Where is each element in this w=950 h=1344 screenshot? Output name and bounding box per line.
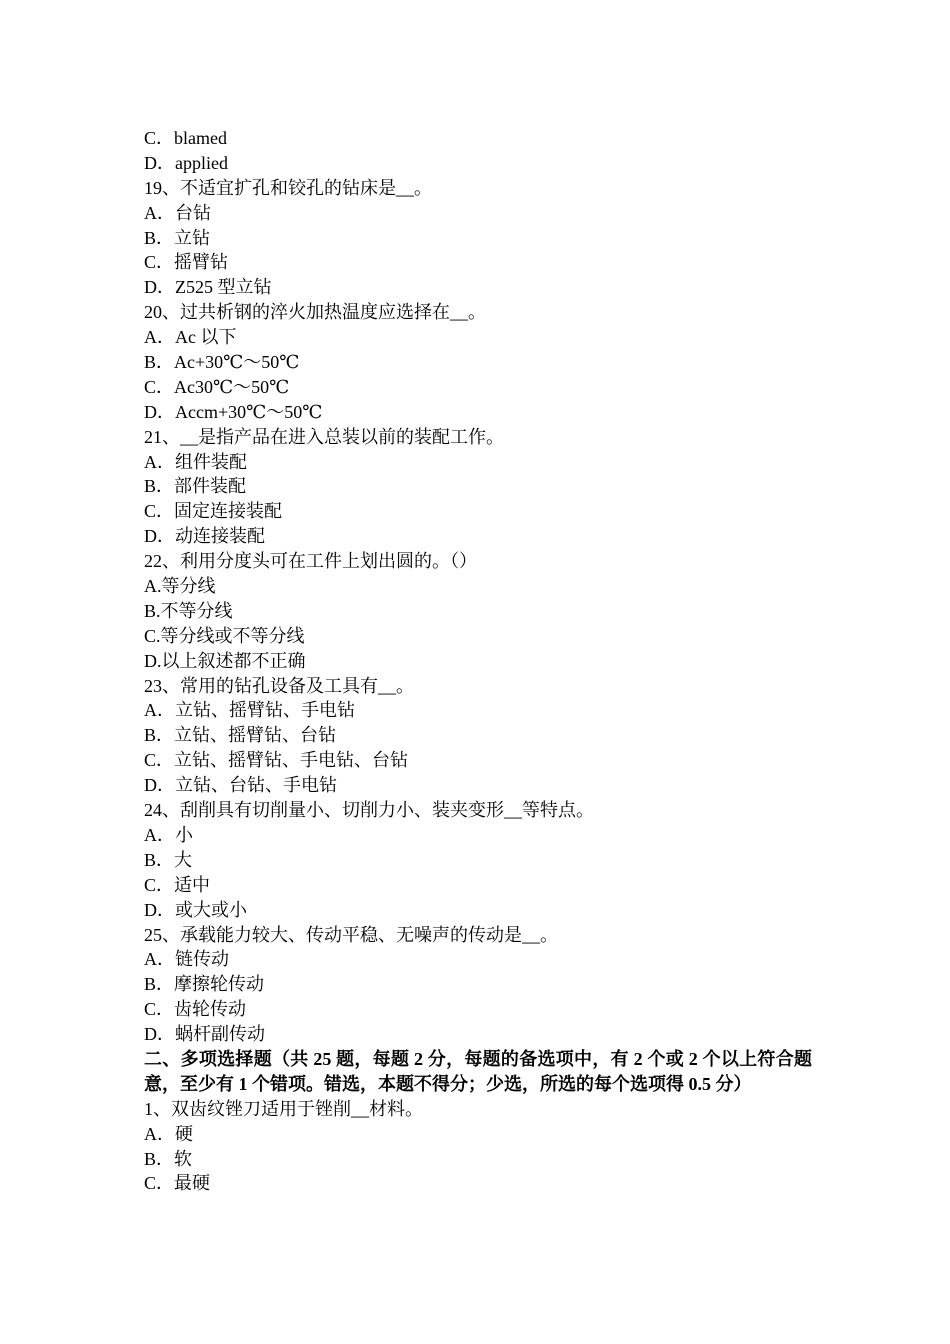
answer-option: A．Ac 以下 — [144, 327, 237, 348]
answer-option: D．Accm+30℃～50℃ — [144, 401, 323, 422]
answer-option: C．摇臂钻 — [144, 252, 229, 273]
answer-option: D．或大或小 — [144, 899, 247, 920]
question-text: 21、__是指产品在进入总装以前的装配工作。 — [144, 426, 504, 447]
answer-option: C．Ac30℃～50℃ — [144, 376, 290, 397]
answer-option: B．软 — [144, 1148, 193, 1169]
answer-option: C．立钻、摇臂钻、手电钻、台钻 — [144, 750, 409, 771]
answer-option: A.等分线 — [144, 576, 216, 597]
page-content — [144, 126, 812, 1196]
question-text: 23、常用的钻孔设备及工具有__。 — [144, 675, 414, 696]
answer-option: D．立钻、台钻、手电钻 — [144, 775, 337, 796]
answer-option: C．固定连接装配 — [144, 501, 283, 522]
answer-option: B．Ac+30℃～50℃ — [144, 352, 300, 373]
question-text: 22、利用分度头可在工件上划出圆的。（） — [144, 551, 477, 572]
question-text: 24、刮削具有切削量小、切削力小、装夹变形__等特点。 — [144, 800, 594, 821]
answer-option: C．blamed — [144, 128, 227, 148]
answer-option: B．大 — [144, 849, 193, 870]
answer-option: D．动连接装配 — [144, 526, 265, 547]
answer-option: C．齿轮传动 — [144, 999, 247, 1020]
question-text: 25、承载能力较大、传动平稳、无噪声的传动是__。 — [144, 924, 558, 945]
answer-option: A．台钻 — [144, 202, 211, 223]
question-text: 19、不适宜扩孔和铰孔的钻床是__。 — [144, 177, 432, 198]
question-text: 20、过共析钢的淬火加热温度应选择在__。 — [144, 302, 486, 323]
answer-option: A．立钻、摇臂钻、手电钻 — [144, 700, 355, 721]
question-block-single-choice — [144, 126, 812, 1047]
answer-option: B．立钻 — [144, 227, 211, 248]
answer-option: C．适中 — [144, 874, 211, 895]
answer-option: B.不等分线 — [144, 600, 233, 621]
question-text: 1、双齿纹锉刀适用于锉削__材料。 — [144, 1098, 423, 1119]
answer-option: D．蜗杆副传动 — [144, 1024, 265, 1045]
answer-option: A．小 — [144, 824, 193, 845]
answer-option: D.以上叙述都不正确 — [144, 650, 306, 671]
answer-option: B．摩擦轮传动 — [144, 974, 265, 995]
answer-option: A．组件装配 — [144, 451, 247, 472]
section-heading-multiple-choice: 二、多项选择题（共 25 题，每题 2 分，每题的备选项中，有 2 个或 2 个以上符合题意，至少有 1 个错项。错选，本题不得分；少选，所选的每个选项得 0.5 分） — [144, 1048, 812, 1094]
answer-option: A．链传动 — [144, 949, 229, 970]
answer-option: A．硬 — [144, 1123, 193, 1144]
answer-option: D．applied — [144, 152, 228, 173]
question-block-multiple-choice — [144, 1097, 812, 1197]
answer-option: C.等分线或不等分线 — [144, 625, 305, 646]
answer-option: D．Z525 型立钻 — [144, 277, 272, 298]
answer-option: B．部件装配 — [144, 476, 247, 497]
answer-option: B．立钻、摇臂钻、台钻 — [144, 725, 337, 746]
answer-option: C．最硬 — [144, 1173, 211, 1194]
